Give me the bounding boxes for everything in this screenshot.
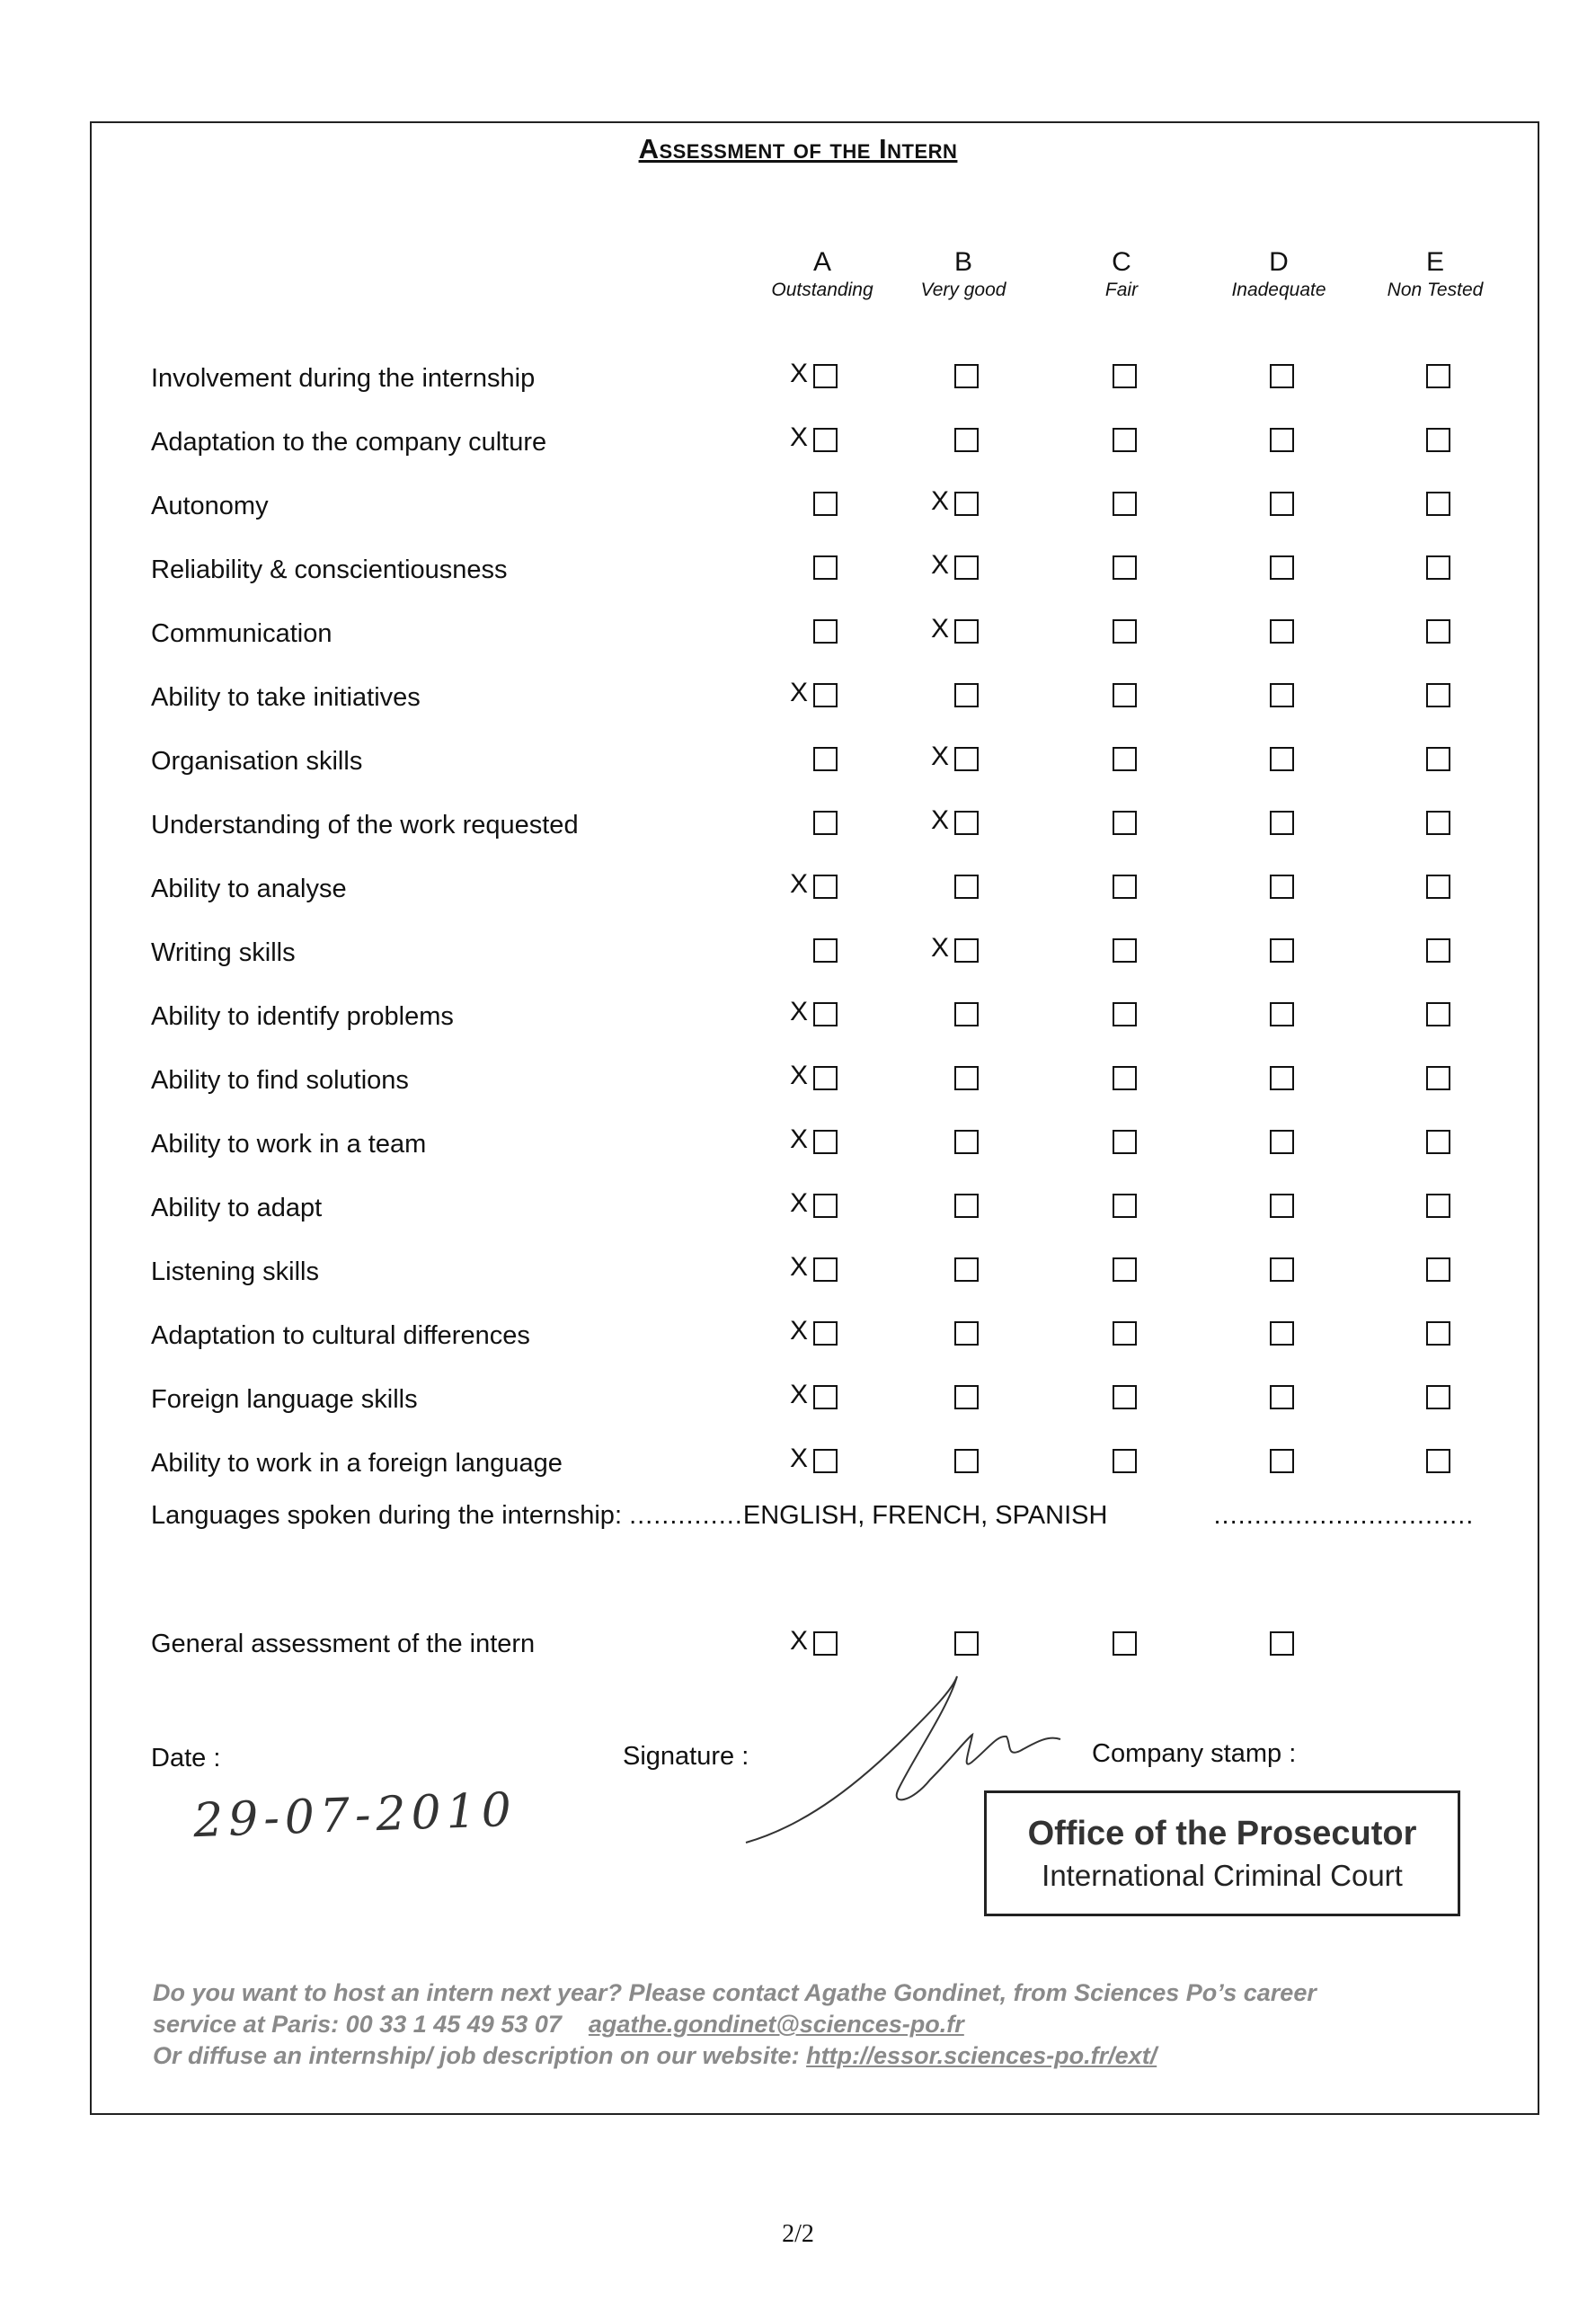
checkbox-square[interactable] [1270,1449,1294,1473]
checkbox-square[interactable] [813,1130,838,1154]
criterion-label: Writing skills [151,938,296,967]
checkbox-square[interactable] [813,428,838,452]
rating-checkbox-c[interactable] [1113,811,1143,841]
date-value[interactable]: 29-07-2010 [192,1782,518,1849]
general-checkbox-b[interactable] [954,1631,985,1662]
rating-checkbox-d[interactable] [1270,1002,1300,1033]
rating-checkbox-e[interactable] [1426,1321,1457,1352]
column-label: Very good [920,280,1006,300]
checkbox-square[interactable] [954,875,979,899]
rating-checkbox-e[interactable] [1426,1257,1457,1288]
checkbox-square[interactable] [1113,1385,1137,1409]
rating-checkbox-e[interactable] [1426,1130,1457,1160]
rating-checkbox-e[interactable] [1426,619,1457,650]
checkmark-x: X [930,614,949,644]
criterion-label: Communication [151,619,332,648]
checkmark-x: X [789,422,808,452]
rating-checkbox-b[interactable] [954,364,985,395]
checkbox-square[interactable] [1113,1257,1137,1282]
company-stamp-label: Company stamp : [1092,1739,1297,1768]
rating-checkbox-b[interactable] [954,1257,985,1288]
checkmark-x: X [789,359,808,388]
criterion-label: Ability to identify problems [151,1002,454,1031]
rating-checkbox-e[interactable] [1426,811,1457,841]
checkbox-square[interactable] [954,683,979,707]
column-header-d [1198,247,1360,301]
criterion-label: Adaptation to the company culture [151,428,547,457]
checkbox-square[interactable] [954,1449,979,1473]
criterion-label: Listening skills [151,1257,319,1286]
rating-checkbox-e[interactable] [1426,1449,1457,1479]
checkbox-square[interactable] [1113,1631,1137,1656]
rating-checkbox-a[interactable] [813,747,844,777]
checkmark-x: X [789,1380,808,1409]
checkbox-square[interactable] [1113,683,1137,707]
checkbox-square[interactable] [813,1066,838,1090]
column-header-b [882,247,1044,301]
rating-checkbox-e[interactable] [1426,683,1457,714]
checkbox-square[interactable] [1113,492,1137,516]
rating-checkbox-d[interactable] [1270,492,1300,522]
rating-checkbox-a[interactable] [789,1380,844,1416]
criterion-label: Adaptation to cultural differences [151,1321,530,1350]
rating-checkbox-d[interactable] [1270,1385,1300,1416]
rating-checkbox-c[interactable] [1113,875,1143,905]
rating-checkbox-c[interactable] [1113,428,1143,458]
rating-checkbox-d[interactable] [1270,938,1300,969]
checkbox-square[interactable] [1270,1631,1294,1656]
checkmark-x: X [930,933,949,963]
rating-checkbox-c[interactable] [1113,619,1143,650]
criterion-label: Ability to adapt [151,1194,323,1222]
column-letter: A [812,247,831,277]
checkbox-square[interactable] [813,1257,838,1282]
checkbox-square[interactable] [1426,1130,1450,1154]
rating-checkbox-b[interactable] [954,1002,985,1033]
checkbox-square[interactable] [1426,875,1450,899]
checkbox-square[interactable] [1113,747,1137,771]
checkbox-square[interactable] [1270,492,1294,516]
footer-line-2 [153,2009,1519,2040]
footer-line-3 [153,2040,1519,2072]
rating-checkbox-a[interactable] [813,938,844,969]
checkmark-x: X [789,1124,808,1154]
checkbox-square[interactable] [813,1002,838,1026]
rating-checkbox-b[interactable] [954,1194,985,1224]
rating-checkbox-c[interactable] [1113,1002,1143,1033]
checkbox-square[interactable] [813,1194,838,1218]
criterion-label: Ability to take initiatives [151,683,421,712]
checkbox-square[interactable] [813,1385,838,1409]
checkbox-square[interactable] [1270,938,1294,963]
checkbox-square[interactable] [813,492,838,516]
rating-checkbox-d[interactable] [1270,428,1300,458]
checkbox-square[interactable] [1426,619,1450,644]
checkbox-square[interactable] [954,1130,979,1154]
rating-checkbox-b[interactable] [954,1449,985,1479]
column-letter: B [953,247,972,277]
rating-checkbox-a[interactable] [789,1252,844,1288]
rating-checkbox-a[interactable] [789,1316,844,1352]
rating-checkbox-c[interactable] [1113,1130,1143,1160]
languages-trailer: ................................ [1213,1501,1475,1530]
checkbox-square[interactable] [1113,875,1137,899]
checkbox-square[interactable] [1270,1385,1294,1409]
checkbox-square[interactable] [1426,1002,1450,1026]
checkbox-square[interactable] [954,1631,979,1656]
rating-checkbox-a[interactable] [813,492,844,522]
checkbox-square[interactable] [813,1631,838,1656]
rating-checkbox-b[interactable] [930,550,985,586]
rating-checkbox-c[interactable] [1113,364,1143,395]
rating-checkbox-a[interactable] [789,422,844,458]
column-label: Fair [1104,280,1139,300]
footer-website-prefix: Or diffuse an internship/ job description on our website: [153,2042,800,2069]
criterion-label: Organisation skills [151,747,363,776]
rating-checkbox-b[interactable] [930,614,985,650]
checkbox-square[interactable] [1113,1194,1137,1218]
rating-checkbox-a[interactable] [789,997,844,1033]
rating-checkbox-e[interactable] [1426,938,1457,969]
rating-checkbox-b[interactable] [954,1321,985,1352]
rating-checkbox-d[interactable] [1270,875,1300,905]
checkmark-x: X [930,742,949,771]
checkbox-square[interactable] [1270,1257,1294,1282]
criterion-label: Involvement during the internship [151,364,536,393]
footer-website-link[interactable]: http://essor.sciences-po.fr/ext/ [806,2042,1157,2069]
checkbox-square[interactable] [1426,1194,1450,1218]
rating-checkbox-d[interactable] [1270,747,1300,777]
column-header-e [1354,247,1516,301]
checkbox-square[interactable] [813,938,838,963]
rating-checkbox-b[interactable] [954,1130,985,1160]
footer-line-1: Do you want to host an intern next year? Please contact Agathe Gondinet, from Sciences Po’s career [153,1979,1317,2006]
rating-checkbox-b[interactable] [930,933,985,969]
rating-checkbox-a[interactable] [789,1124,844,1160]
checkbox-square[interactable] [1270,1130,1294,1154]
languages-row [151,1501,1474,1531]
checkbox-square[interactable] [954,1385,979,1409]
checkbox-square[interactable] [1270,619,1294,644]
rating-checkbox-c[interactable] [1113,1194,1143,1224]
checkbox-square[interactable] [1113,811,1137,835]
checkmark-x: X [789,1444,808,1473]
rating-checkbox-d[interactable] [1270,683,1300,714]
checkbox-square[interactable] [813,747,838,771]
checkmark-x: X [789,1252,808,1282]
checkbox-square[interactable] [1113,428,1137,452]
checkbox-square[interactable] [1270,811,1294,835]
checkbox-square[interactable] [1113,1449,1137,1473]
checkbox-square[interactable] [954,619,979,644]
column-letter: D [1269,247,1289,277]
checkbox-square[interactable] [1113,1130,1137,1154]
rating-checkbox-d[interactable] [1270,555,1300,586]
rating-checkbox-c[interactable] [1113,1257,1143,1288]
checkmark-x: X [789,678,808,707]
checkmark-x: X [789,1188,808,1218]
rating-checkbox-e[interactable] [1426,492,1457,522]
checkbox-square[interactable] [813,364,838,388]
column-header-a [741,247,903,301]
rating-checkbox-c[interactable] [1113,683,1143,714]
rating-checkbox-d[interactable] [1270,1194,1300,1224]
checkbox-square[interactable] [813,555,838,580]
checkbox-square[interactable] [1426,811,1450,835]
rating-checkbox-c[interactable] [1113,1449,1143,1479]
rating-checkbox-a[interactable] [813,619,844,650]
checkbox-square[interactable] [1270,875,1294,899]
checkbox-square[interactable] [954,1194,979,1218]
checkmark-x: X [789,1626,808,1656]
checkmark-x: X [930,550,949,580]
general-checkbox-c[interactable] [1113,1631,1143,1662]
criterion-label: Understanding of the work requested [151,811,579,840]
rating-checkbox-d[interactable] [1270,1130,1300,1160]
rating-checkbox-b[interactable] [930,742,985,777]
footer-phone: service at Paris: 00 33 1 45 49 53 07 [153,2011,562,2038]
rating-checkbox-b[interactable] [954,428,985,458]
checkbox-square[interactable] [1113,364,1137,388]
checkbox-square[interactable] [1426,555,1450,580]
page-title: Assessment of the Intern [638,133,958,164]
checkbox-square[interactable] [954,938,979,963]
rating-checkbox-a[interactable] [813,811,844,841]
rating-checkbox-b[interactable] [954,683,985,714]
checkbox-square[interactable] [813,1321,838,1346]
checkbox-square[interactable] [1113,555,1137,580]
rating-checkbox-b[interactable] [930,805,985,841]
rating-checkbox-c[interactable] [1113,492,1143,522]
languages-leader: .............. [629,1501,743,1530]
checkbox-square[interactable] [1270,364,1294,388]
checkbox-square[interactable] [954,428,979,452]
checkbox-square[interactable] [1426,492,1450,516]
company-stamp [984,1790,1460,1916]
rating-checkbox-d[interactable] [1270,1257,1300,1288]
rating-checkbox-a[interactable] [789,1061,844,1097]
checkbox-square[interactable] [954,1321,979,1346]
checkbox-square[interactable] [1113,619,1137,644]
checkbox-square[interactable] [813,683,838,707]
column-label: Outstanding [771,280,873,300]
date-label: Date : [151,1744,221,1772]
rating-checkbox-b[interactable] [930,486,985,522]
checkbox-square[interactable] [813,811,838,835]
checkmark-x: X [789,1316,808,1346]
checkmark-x: X [789,869,808,899]
criterion-label: Ability to find solutions [151,1066,409,1095]
rating-checkbox-e[interactable] [1426,555,1457,586]
criterion-label: Foreign language skills [151,1385,418,1414]
checkbox-square[interactable] [954,1066,979,1090]
rating-checkbox-b[interactable] [954,1066,985,1097]
checkbox-square[interactable] [1426,938,1450,963]
rating-checkbox-c[interactable] [1113,1321,1143,1352]
rating-checkbox-a[interactable] [789,869,844,905]
rating-checkbox-e[interactable] [1426,747,1457,777]
languages-value[interactable]: ENGLISH, FRENCH, SPANISH [742,1501,1108,1530]
rating-checkbox-d[interactable] [1270,811,1300,841]
checkbox-square[interactable] [1270,1321,1294,1346]
rating-checkbox-a[interactable] [789,1188,844,1224]
checkbox-square[interactable] [954,492,979,516]
column-header-c [1041,247,1202,301]
column-label: Non Tested [1387,280,1484,300]
checkbox-square[interactable] [954,1002,979,1026]
checkbox-square[interactable] [954,1257,979,1282]
checkbox-square[interactable] [1270,1066,1294,1090]
checkbox-square[interactable] [1270,1002,1294,1026]
languages-label: Languages spoken during the internship: [151,1501,622,1530]
criterion-label: Reliability & conscientiousness [151,555,508,584]
rating-checkbox-d[interactable] [1270,1066,1300,1097]
checkbox-square[interactable] [1270,555,1294,580]
criterion-label: Ability to work in a team [151,1130,427,1159]
checkbox-square[interactable] [1426,428,1450,452]
rating-checkbox-c[interactable] [1113,747,1143,777]
rating-checkbox-c[interactable] [1113,555,1143,586]
rating-checkbox-a[interactable] [789,359,844,395]
page-number: 2/2 [782,2220,814,2248]
checkbox-square[interactable] [1270,683,1294,707]
rating-checkbox-e[interactable] [1426,1194,1457,1224]
general-assessment-label: General assessment of the intern [151,1630,536,1658]
rating-checkbox-e[interactable] [1426,1385,1457,1416]
checkbox-square[interactable] [954,811,979,835]
criterion-label: Ability to work in a foreign language [151,1449,563,1478]
rating-checkbox-a[interactable] [789,678,844,714]
rating-checkbox-c[interactable] [1113,1385,1143,1416]
stamp-line-2: International Criminal Court [1042,1859,1403,1892]
checkbox-square[interactable] [1113,1321,1137,1346]
checkbox-square[interactable] [1426,364,1450,388]
footer-email-link[interactable]: agathe.gondinet@sciences-po.fr [588,2011,964,2038]
rating-checkbox-b[interactable] [954,875,985,905]
rating-checkbox-a[interactable] [813,555,844,586]
checkbox-square[interactable] [1426,683,1450,707]
checkmark-x: X [930,486,949,516]
rating-checkbox-e[interactable] [1426,428,1457,458]
checkmark-x: X [789,997,808,1026]
checkbox-square[interactable] [1426,1066,1450,1090]
rating-checkbox-d[interactable] [1270,1449,1300,1479]
rating-checkbox-d[interactable] [1270,364,1300,395]
checkbox-square[interactable] [1113,938,1137,963]
rating-checkbox-a[interactable] [789,1444,844,1479]
rating-checkbox-e[interactable] [1426,1066,1457,1097]
rating-checkbox-c[interactable] [1113,938,1143,969]
checkbox-square[interactable] [1426,1449,1450,1473]
checkbox-square[interactable] [1113,1066,1137,1090]
rating-checkbox-e[interactable] [1426,875,1457,905]
checkbox-square[interactable] [954,555,979,580]
checkbox-square[interactable] [954,364,979,388]
general-checkbox-d[interactable] [1270,1631,1300,1662]
general-checkbox-a[interactable] [789,1626,844,1662]
column-label: Inadequate [1231,280,1326,300]
checkbox-square[interactable] [1426,1321,1450,1346]
checkmark-x: X [930,805,949,835]
rating-checkbox-d[interactable] [1270,619,1300,650]
checkbox-square[interactable] [1426,1257,1450,1282]
checkbox-square[interactable] [954,747,979,771]
footer-note [153,1977,1519,2072]
checkbox-square[interactable] [1426,747,1450,771]
checkbox-square[interactable] [813,619,838,644]
checkbox-square[interactable] [1426,1385,1450,1409]
signature-label: Signature : [623,1742,749,1771]
checkmark-x: X [789,1061,808,1090]
checkbox-square[interactable] [1270,1194,1294,1218]
column-letter: E [1425,247,1444,277]
rating-checkbox-b[interactable] [954,1385,985,1416]
checkbox-square[interactable] [813,1449,838,1473]
checkbox-square[interactable] [1270,747,1294,771]
criterion-label: Autonomy [151,492,269,520]
rating-checkbox-d[interactable] [1270,1321,1300,1352]
criterion-label: Ability to analyse [151,875,347,903]
checkbox-square[interactable] [813,875,838,899]
rating-checkbox-c[interactable] [1113,1066,1143,1097]
checkbox-square[interactable] [1113,1002,1137,1026]
rating-checkbox-e[interactable] [1426,1002,1457,1033]
rating-checkbox-e[interactable] [1426,364,1457,395]
checkbox-square[interactable] [1270,428,1294,452]
column-letter: C [1112,247,1131,277]
stamp-line-1: Office of the Prosecutor [1027,1815,1417,1852]
